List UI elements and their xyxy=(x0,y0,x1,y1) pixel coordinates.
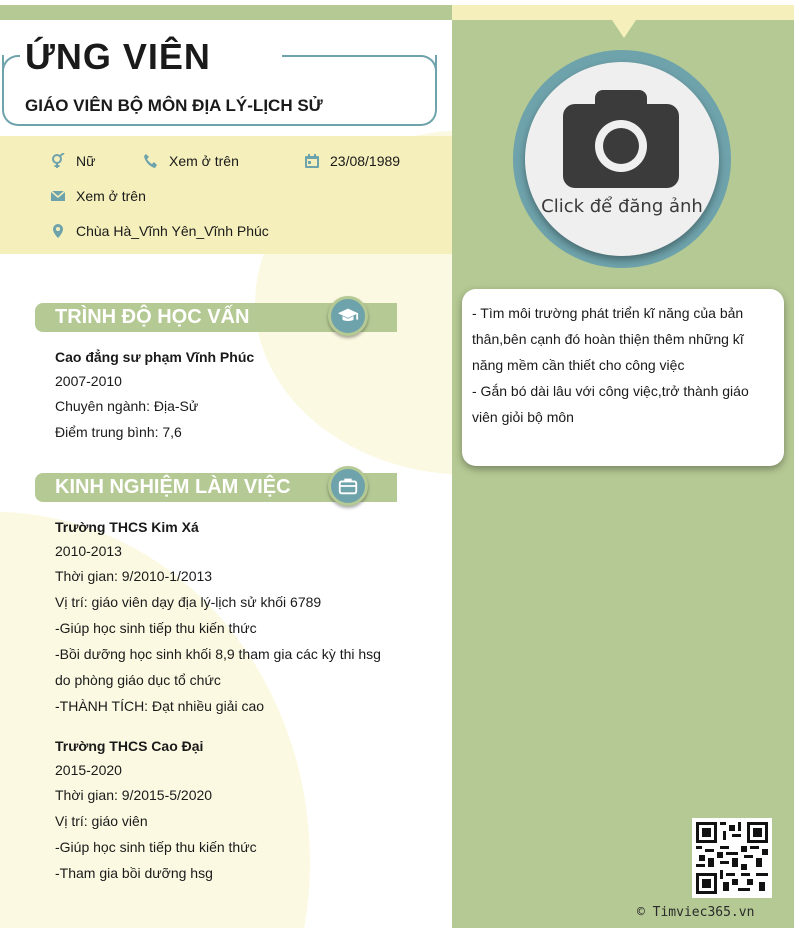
job-company[interactable]: Trường THCS Kim Xá xyxy=(55,519,199,535)
objective-text[interactable]: - Tìm môi trường phát triển kĩ năng của bản thân,bên cạnh đó hoàn thiện thêm những kĩ năng mềm cần thiết cho công việc xyxy=(472,305,744,373)
phone-icon xyxy=(143,153,159,169)
contact-birthday[interactable] xyxy=(304,153,400,169)
job-detail[interactable]: Thời gian: 9/2015-5/2020 xyxy=(55,787,213,803)
job-detail[interactable]: -Bồi dưỡng học sinh khối 8,9 tham gia các kỳ thi hsg xyxy=(55,646,381,662)
contact-band xyxy=(0,136,452,254)
contact-gender[interactable] xyxy=(50,153,95,169)
address-value: Chùa Hà_Vĩnh Yên_Vĩnh Phúc xyxy=(76,223,269,239)
qr-code-icon xyxy=(696,822,768,894)
right-accent-bar xyxy=(452,5,794,20)
job-company[interactable]: Trường THCS Cao Đại xyxy=(55,738,204,754)
career-objective-card xyxy=(462,289,784,466)
email-icon xyxy=(50,188,66,204)
contact-email[interactable] xyxy=(50,188,146,204)
education-gpa[interactable]: Điểm trung bình: 7,6 xyxy=(55,424,182,440)
birthday-value: 23/08/1989 xyxy=(330,153,401,169)
job-detail[interactable]: Vị trí: giáo viên xyxy=(55,813,148,829)
frame-top-line xyxy=(282,55,422,57)
education-badge xyxy=(328,296,368,336)
camera-icon xyxy=(563,88,681,190)
photo-upload[interactable] xyxy=(525,62,719,256)
gender-value: Nữ xyxy=(76,153,96,169)
graduation-cap-icon xyxy=(337,305,359,327)
phone-value: Xem ở trên xyxy=(169,153,239,169)
job-years[interactable]: 2015-2020 xyxy=(55,762,122,778)
education-heading: TRÌNH ĐỘ HỌC VẤN xyxy=(55,306,250,328)
job-detail[interactable]: -Tham gia bồi dưỡng hsg xyxy=(55,865,213,881)
experience-badge xyxy=(328,466,368,506)
calendar-icon xyxy=(304,153,320,169)
job-years[interactable]: 2010-2013 xyxy=(55,543,122,559)
photo-upload-label: Click để đăng ảnh xyxy=(541,196,703,217)
job-detail[interactable]: Thời gian: 9/2010-1/2013 xyxy=(55,568,213,584)
candidate-name[interactable]: ỨNG VIÊN xyxy=(25,36,211,77)
qr-code xyxy=(692,818,772,898)
education-school[interactable]: Cao đẳng sư phạm Vĩnh Phúc xyxy=(55,349,255,365)
copyright-text: © Timviec365.vn xyxy=(637,905,755,920)
education-years[interactable]: 2007-2010 xyxy=(55,373,122,389)
job-detail[interactable]: -Giúp học sinh tiếp thu kiến thức xyxy=(55,620,257,636)
top-accent-bar xyxy=(0,5,452,20)
location-icon xyxy=(50,223,66,239)
email-value: Xem ở trên xyxy=(76,188,146,204)
job-detail[interactable]: -THÀNH TÍCH: Đạt nhiều giải cao xyxy=(55,698,265,714)
experience-heading: KINH NGHIỆM LÀM VIỆC xyxy=(55,476,291,498)
contact-address[interactable] xyxy=(50,223,269,239)
education-major[interactable]: Chuyên ngành: Địa-Sử xyxy=(55,398,199,414)
gender-icon xyxy=(50,153,66,169)
contact-phone[interactable] xyxy=(143,153,239,169)
job-detail[interactable]: do phòng giáo dục tổ chức xyxy=(55,672,221,688)
objective-text[interactable]: - Gắn bó dài lâu với công việc,trở thành giáo viên giỏi bộ môn xyxy=(472,383,749,425)
job-detail[interactable]: -Giúp học sinh tiếp thu kiến thức xyxy=(55,839,257,855)
briefcase-icon xyxy=(337,475,359,497)
job-title[interactable]: GIÁO VIÊN BỘ MÔN ĐỊA LÝ-LỊCH SỬ xyxy=(25,96,323,115)
job-detail[interactable]: Vị trí: giáo viên dạy địa lý-lịch sử khối 6789 xyxy=(55,594,322,610)
accent-notch xyxy=(612,20,636,38)
experience-header xyxy=(35,473,397,502)
education-header xyxy=(35,303,397,332)
